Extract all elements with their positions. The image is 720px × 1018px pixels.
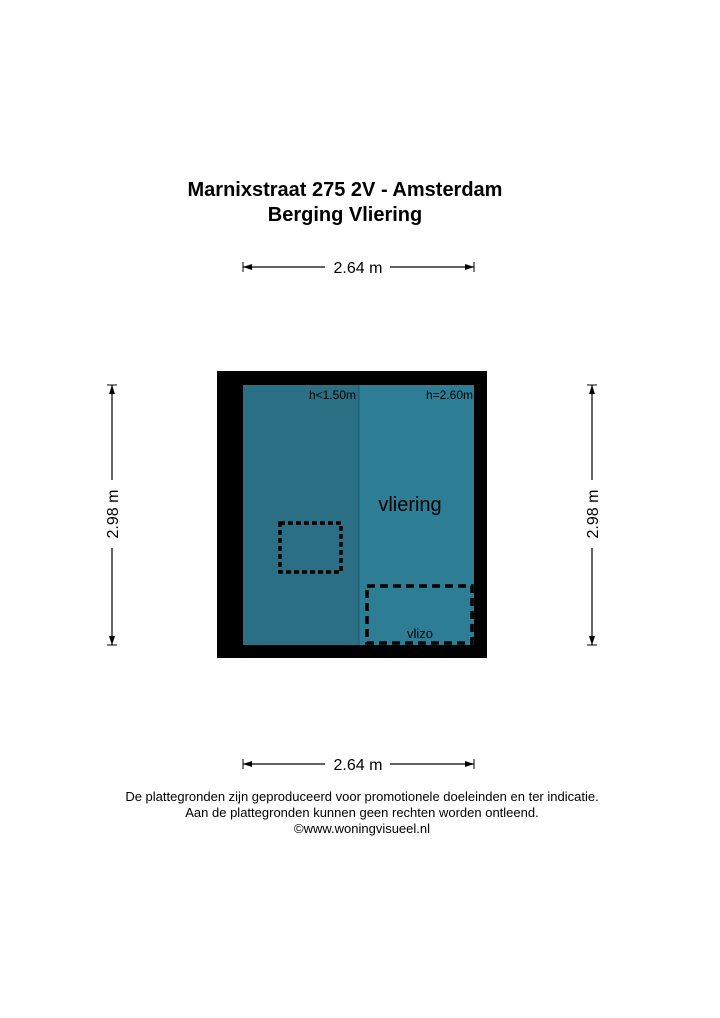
vlizo-label: vlizo (406, 626, 434, 641)
dimension-top-label: 2.64 m (333, 260, 383, 277)
low-ceiling-zone (243, 385, 359, 645)
copyright-link[interactable]: ©www.woningvisueel.nl (293, 821, 431, 836)
dimension-left (105, 385, 122, 645)
dimension-right (585, 385, 602, 645)
disclaimer-line-1: De plattegronden zijn geproduceerd voor promotionele doeleinden en ter indicatie. (125, 789, 599, 804)
high-zone-height-label: h=2.60m (425, 388, 473, 402)
low-zone-height-label: h<1.50m (308, 388, 356, 402)
plan-title-floor: Berging Vliering (267, 204, 423, 226)
room-label-vliering: vliering (378, 494, 442, 516)
dimension-top (243, 260, 474, 277)
dimension-left-label: 2.98 m (105, 489, 122, 539)
dimension-bottom-label: 2.64 m (333, 757, 383, 774)
disclaimer-line-2: Aan de plattegronden kunnen geen rechten worden ontleend. (185, 805, 539, 820)
plan-title-address: Marnixstraat 275 2V - Amsterdam (187, 179, 503, 201)
dimension-bottom (243, 757, 474, 774)
dimension-right-label: 2.98 m (585, 489, 602, 539)
